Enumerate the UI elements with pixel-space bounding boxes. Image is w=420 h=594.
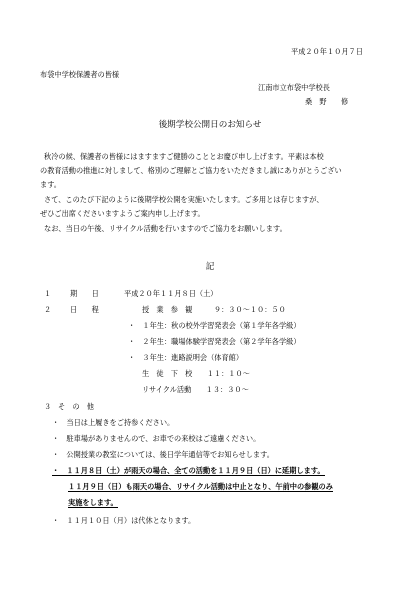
schedule-dismissal: 生 徒 下 校 １１：１０～ bbox=[142, 369, 250, 378]
rain-note-line-3 bbox=[68, 498, 118, 507]
greeting-line-2: の教育活動の推進に対しまして、格別のご理解とご協力をいただきまし誠にありがとうござい bbox=[40, 166, 342, 175]
other-note-classrooms: ・ 公開授業の教室については、後日学年通信等でお知らせします。 bbox=[52, 450, 274, 459]
item-1-label: 期 日 bbox=[70, 289, 99, 298]
item-3-label: そ の 他 bbox=[58, 402, 94, 411]
sender-school: 江南市立布袋中学校長 bbox=[258, 83, 330, 92]
greeting-line-3: ます。 bbox=[40, 180, 61, 189]
greeting-line-1: 秋冷の候、保護者の皆様にはますますご健勝のこととお慶び申し上げます。平素は本校 bbox=[44, 152, 324, 161]
other-note-slippers: ・ 当日は上履きをご持参ください。 bbox=[52, 418, 175, 427]
ki-heading: 記 bbox=[205, 262, 215, 272]
schedule-grade-2: ・ ２年生：職場体験学習発表会（第２学年各学級） bbox=[128, 337, 301, 346]
other-note-parking: ・ 駐車場がありませんので、お車での来校はご遠慮ください。 bbox=[52, 434, 261, 443]
item-2-label: 日 程 bbox=[70, 305, 99, 314]
schedule-class-observation: 授 業 参 観 ９：３０～１０：５０ bbox=[142, 305, 286, 314]
other-note-substitute-holiday: ・ １１月１０日（月）は代休となります。 bbox=[52, 516, 196, 525]
announcement-line-2: ぜひご出席くださいますようご案内申し上げます。 bbox=[40, 209, 205, 218]
page-title: 後期学校公開日のお知らせ bbox=[158, 120, 262, 130]
rain-note-line-3-text: 実施をします。 bbox=[68, 498, 118, 507]
schedule-grade-3: ・ ３年生：進路説明会（体育館） bbox=[128, 353, 244, 362]
schedule-recycling: リサイクル活動 １３：３０～ bbox=[142, 385, 249, 394]
item-1-value: 平成２０年１１月８日（土） bbox=[124, 289, 218, 298]
date: 平成２０年１０月７日 bbox=[291, 47, 363, 56]
item-3-number: ３ bbox=[44, 402, 52, 411]
schedule-grade-1: ・ １年生：秋の校外学習発表会（第１学年各学級） bbox=[128, 321, 301, 330]
rain-note-line-2-text: １１月９日（日）も雨天の場合、リサイクル活動は中止となり、午前中の参観のみ bbox=[68, 482, 333, 491]
rain-note-line-2 bbox=[68, 482, 333, 491]
sender-name: 桑 野 修 bbox=[305, 97, 349, 106]
item-2-number: ２ bbox=[44, 305, 52, 314]
announcement-line-1: さて、このたび下記のように後期学校公開を実施いたします。ご多用とは存じますが、 bbox=[44, 195, 324, 204]
item-1-number: １ bbox=[44, 289, 52, 298]
rain-note-line-1 bbox=[52, 466, 325, 475]
addressee: 布袋中学校保護者の皆様 bbox=[40, 70, 120, 79]
rain-note-line-1-text: ・ １１月８日（土）が雨天の場合、全ての活動を１１月９日（日）に延期します。 bbox=[52, 466, 325, 475]
recycling-note: なお、当日の午後、リサイクル活動を行いますのでご協力をお願いします。 bbox=[44, 224, 287, 233]
